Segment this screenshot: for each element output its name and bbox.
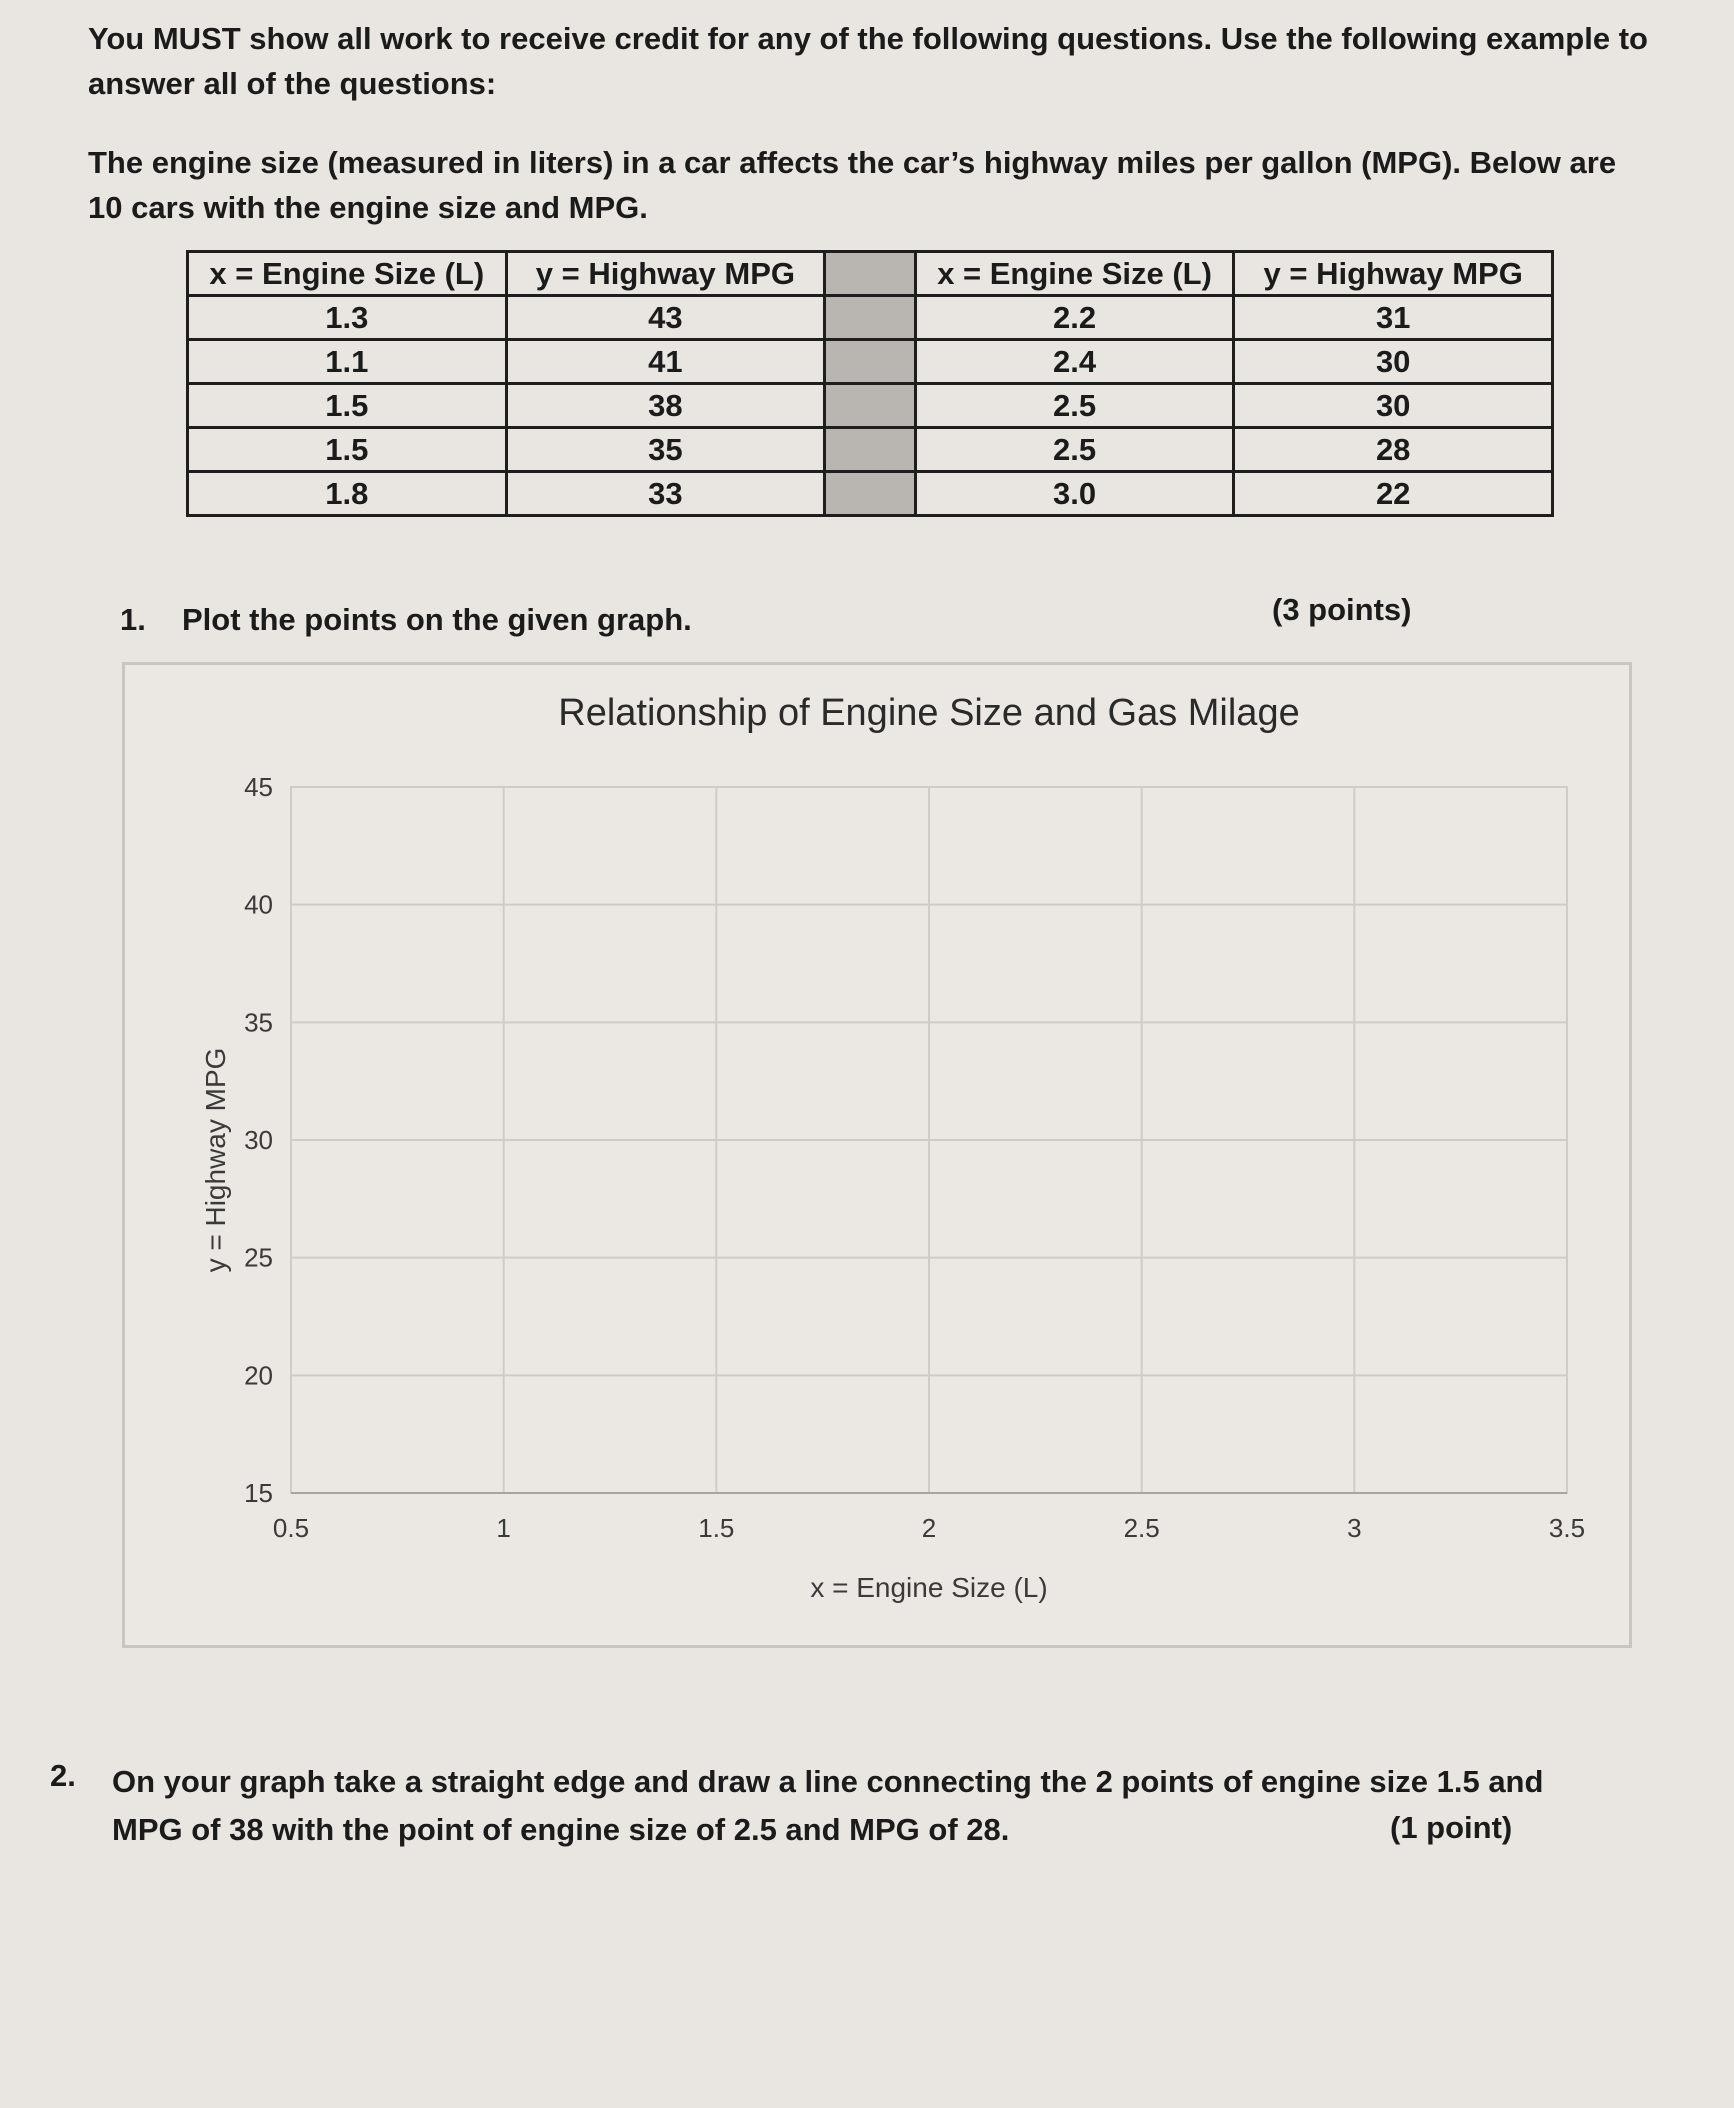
table-cell: 1.5 bbox=[188, 384, 507, 428]
table-cell: 2.2 bbox=[915, 296, 1234, 340]
y-tick-label: 40 bbox=[244, 889, 273, 920]
header-mpg-right: y = Highway MPG bbox=[1234, 252, 1553, 296]
y-tick-label: 25 bbox=[244, 1242, 273, 1273]
chart-area bbox=[122, 662, 1632, 1648]
data-table bbox=[186, 250, 1554, 517]
table-header-row bbox=[188, 252, 1553, 296]
table-row bbox=[188, 296, 1553, 340]
header-mpg-left: y = Highway MPG bbox=[506, 252, 825, 296]
table-cell: 28 bbox=[1234, 428, 1553, 472]
table-separator-cell bbox=[825, 252, 916, 296]
table-cell: 35 bbox=[506, 428, 825, 472]
table-cell: 30 bbox=[1234, 340, 1553, 384]
question-2-number: 2. bbox=[50, 1758, 76, 1793]
table-separator-cell bbox=[825, 428, 916, 472]
y-tick-label: 30 bbox=[244, 1125, 273, 1155]
instructions-text: You MUST show all work to receive credit for any of the following questions. Use the following example to answer all of the questions: bbox=[88, 21, 1648, 101]
table-cell: 31 bbox=[1234, 296, 1553, 340]
y-tick-label: 45 bbox=[244, 772, 273, 802]
question-2-text: On your graph take a straight edge and draw a line connecting the 2 points of engine size 1.5 and MPG of 38 with the point of engine size of 2.5 and MPG of 28. bbox=[112, 1764, 1544, 1847]
table-cell: 2.5 bbox=[915, 384, 1234, 428]
scatter-chart bbox=[125, 665, 1629, 1645]
x-tick-label: 3.5 bbox=[1548, 1513, 1586, 1543]
table-cell: 1.5 bbox=[188, 428, 507, 472]
context-text: The engine size (measured in liters) in a car affects the car’s highway miles per gallon (MPG). Below are 10 cars with the engine size and MPG. bbox=[88, 145, 1617, 225]
x-tick-label: 0.5 bbox=[272, 1513, 310, 1543]
question-1-text: Plot the points on the given graph. bbox=[182, 602, 692, 637]
table-cell: 1.1 bbox=[188, 340, 507, 384]
table-row bbox=[188, 384, 1553, 428]
question-1-number: 1. bbox=[120, 602, 146, 637]
x-axis-label: x = Engine Size (L) bbox=[810, 1572, 1048, 1603]
y-tick-label: 15 bbox=[244, 1478, 273, 1508]
y-tick-label: 35 bbox=[244, 1007, 273, 1038]
y-tick-label: 20 bbox=[244, 1360, 273, 1391]
table-cell: 2.4 bbox=[915, 340, 1234, 384]
table-cell: 38 bbox=[506, 384, 825, 428]
y-axis-label: y = Highway MPG bbox=[200, 1047, 231, 1273]
x-tick-label: 2 bbox=[921, 1513, 937, 1543]
x-tick-label: 1.5 bbox=[698, 1513, 735, 1543]
table-separator-cell bbox=[825, 384, 916, 428]
header-engine-size-left: x = Engine Size (L) bbox=[188, 252, 507, 296]
question-2-points: (1 point) bbox=[1390, 1810, 1513, 1845]
table-separator-cell bbox=[825, 296, 916, 340]
table-cell: 41 bbox=[506, 340, 825, 384]
table-row bbox=[188, 472, 1553, 516]
table-cell: 43 bbox=[506, 296, 825, 340]
table-cell: 22 bbox=[1234, 472, 1553, 516]
table-separator-cell bbox=[825, 472, 916, 516]
table-separator-cell bbox=[825, 340, 916, 384]
table-row bbox=[188, 340, 1553, 384]
x-tick-label: 3 bbox=[1347, 1513, 1362, 1543]
table-cell: 1.8 bbox=[188, 472, 507, 516]
question-1-points: (3 points) bbox=[1272, 592, 1412, 627]
table-row bbox=[188, 428, 1553, 472]
table-cell: 1.3 bbox=[188, 296, 507, 340]
x-tick-label: 1 bbox=[496, 1513, 511, 1543]
x-tick-label: 2.5 bbox=[1123, 1513, 1160, 1543]
table-cell: 30 bbox=[1234, 384, 1553, 428]
chart-title: Relationship of Engine Size and Gas Milage bbox=[558, 692, 1300, 734]
table-cell: 3.0 bbox=[915, 472, 1234, 516]
table-cell: 33 bbox=[506, 472, 825, 516]
header-engine-size-right: x = Engine Size (L) bbox=[915, 252, 1234, 296]
table-cell: 2.5 bbox=[915, 428, 1234, 472]
